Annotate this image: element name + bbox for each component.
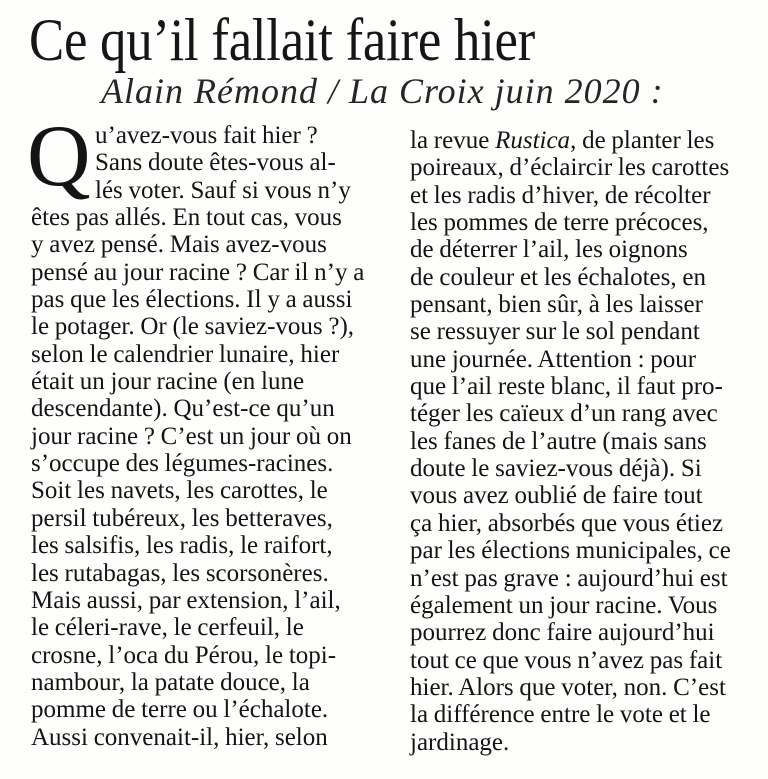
article-text-line: jour racine ? C’est un jour où on [31,422,352,450]
article-text-line: les salsifis, les radis, le raifort, [31,532,333,560]
article-text-line: selon le calendrier lunaire, hier [31,340,340,368]
article-text-line: y avez pensé. Mais avez-vous [31,231,327,259]
article-text-line: également un jour racine. Vous [410,591,718,619]
article-text-line: pensé au jour racine ? Car il n’y a [31,258,365,286]
article-text-line: doute le saviez-vous déjà). Si [410,455,702,483]
article-title: Ce qu’il fallait faire hier [29,7,535,73]
article-text-line: descendante). Qu’est-ce qu’un [31,395,335,423]
text-run: , de planter les [570,127,715,154]
article-text-line: nambour, la patate douce, la [31,668,310,696]
article-text-line: vous avez oublié de faire tout [410,482,703,510]
article-text-line: pas que les élections. Il y a aussi [31,286,353,314]
article-text-line: les pommes de terre précoces, [410,209,709,237]
article-text-line: n’est pas grave : aujourd’hui est [410,564,728,592]
article-text-line: se ressuyer sur le sol pendant [410,318,700,346]
article-text-line: Mais aussi, par extension, l’ail, [31,586,341,614]
article-text-line: pomme de terre ou l’échalote. [31,696,329,724]
article-text-line: de déterrer l’ail, les oignons [410,236,688,264]
article-text-line: Sans doute êtes-vous al- [95,149,336,177]
article-text-line: téger les caïeux d’un rang avec [410,400,718,428]
article-text-line: de couleur et les échalotes, en [410,263,706,291]
article-column-right [410,127,760,756]
article-text-line: jardinage. [410,728,510,756]
article-text-line: les fanes de l’autre (mais sans [410,427,707,455]
article-text-line: tout ce que vous n’avez pas fait [410,646,723,674]
article-text-line: êtes pas allés. En tout cas, vous [31,204,342,232]
publication-name: Rustica [495,127,571,154]
article-text-line: le potager. Or (le saviez-vous ?), [31,313,355,341]
article-text-line: les rutabagas, les scorsonères. [31,559,329,587]
article-column-left [31,122,401,751]
article-text-line: poireaux, d’éclaircir les carottes [410,154,730,182]
article-text-line: s’occupe des légumes-racines. [31,450,334,478]
article-text-line: par les élections municipales, ce [410,537,731,565]
drop-cap: Q [27,108,91,205]
article-text-line: la différence entre le vote et le [410,701,711,729]
article-text-line: que l’ail reste blanc, il faut pro- [410,373,723,401]
handwritten-source-note: Alain Rémond / La Croix juin 2020 : [101,71,664,111]
text-run: la revue [410,127,496,154]
article-text-line: pourrez donc faire aujourd’hui [410,619,715,647]
article-text-line: persil tubéreux, les betteraves, [31,504,333,532]
article-text-line: pensant, bien sûr, à les laisser [410,291,703,319]
article-text-line [410,127,760,154]
article-text-line: une journée. Attention : pour [410,345,697,373]
article-text-line: le céleri-rave, le cerfeuil, le [31,614,304,642]
article-text-line: Aussi convenait-il, hier, selon [31,723,328,751]
article-text-line: hier. Alors que voter, non. C’est [410,673,726,701]
article-text-line: et les radis d’hiver, de récolter [410,181,711,209]
article-text-line: Soit les navets, les carottes, le [31,477,328,505]
article-text-line: crosne, l’oca du Pérou, le topi- [31,641,337,669]
article-text-line: ça hier, absorbés que vous étiez [410,509,724,537]
article-text-line: lés voter. Sauf si vous n’y [95,176,351,204]
article-text-line: u’avez-vous fait hier ? [95,122,318,149]
article-text-line: était un jour racine (en lune [31,368,305,396]
